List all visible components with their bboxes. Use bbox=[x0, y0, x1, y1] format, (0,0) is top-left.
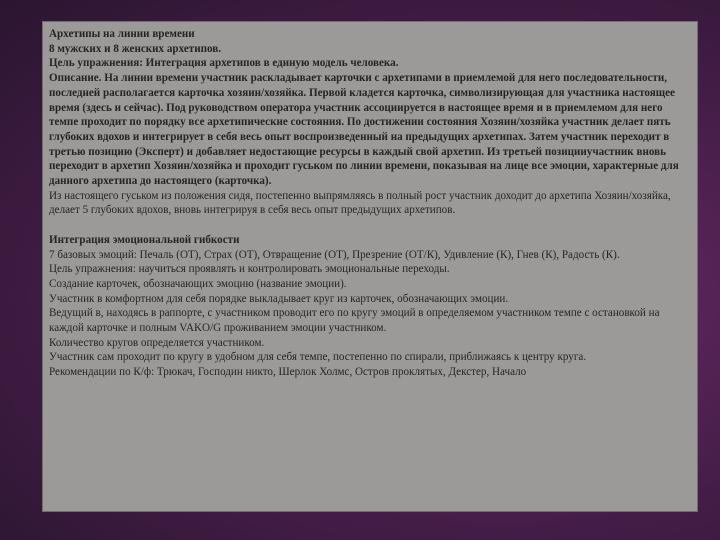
emotions-leader: Ведущий в, находясь в раппорте, с участником проводит его по кругу эмоций в определяемом участником темпе с остановкой на каждой карточке и полным VAKO/G проживанием эмоции участником. bbox=[49, 307, 660, 335]
emotions-circle: Участник в комфортном для себя порядке выкладывает круг из карточек, обозначающих эмоции. bbox=[49, 292, 509, 305]
archetypes-goal: Цель упражнения: Интеграция архетипов в единую модель человека. bbox=[49, 57, 399, 70]
emotions-title: Интеграция эмоциональной гибкости bbox=[49, 233, 240, 246]
emotions-spiral: Участник сам проходит по кругу в удобном для себя темпе, постепенно по спирали, приближаясь к центру круга. bbox=[49, 351, 587, 364]
archetypes-section bbox=[49, 27, 691, 218]
archetypes-description: Описание. На линии времени участник раскладывает карточки с архетипами в приемлемой для него последовательности, последней располагается карточка хозяин/хозяйка. Первой кладется карточка, символизирующая для участника настоящее время (здесь и сейчас). Под руководством оператора участник ассоциируется в настоящее время и в приемлемом для него темпе проходит по порядку все архетипические состояния. По достижении состояния Хозяин/хозяйка участник делает пять глубоких вдохов и интегрирует в себя весь опыт воспроизведенный на предыдущих архетипах. Затем участник переходит в третью позицию (Эксперт) и добавляет недостающие ресурсы в каждый свой архетип. Из третьей позицииучастник вновь переходит в архетип Хозяин/хозяйка и проходит гуськом по линии времени, показывая на лице все эмоции, характерные для данного архетипа до настоящего (карточка). bbox=[49, 72, 679, 188]
emotions-section bbox=[49, 233, 691, 380]
content-panel bbox=[42, 21, 698, 512]
emotions-cards: Создание карточек, обозначающих эмоцию (название эмоции). bbox=[49, 277, 347, 290]
emotions-count: Количество кругов определяется участником. bbox=[49, 336, 265, 349]
archetypes-subtitle: 8 мужских и 8 женских архетипов. bbox=[49, 42, 222, 55]
emotions-goal: Цель упражнения: научиться проявлять и контролировать эмоциональные переходы. bbox=[49, 263, 450, 276]
emotions-films: Рекомендации по К/ф: Трюкач, Господин никто, Шерлок Холмс, Остров проклятых, Декстер, Начало bbox=[49, 366, 527, 379]
archetypes-title: Архетипы на линии времени bbox=[49, 28, 195, 40]
section-spacer bbox=[49, 218, 691, 233]
emotions-list: 7 базовых эмоций: Печаль (ОТ), Страх (ОТ), Отвращение (ОТ), Презрение (ОТ/К), Удивление (К), Гнев (К), Радость (К). bbox=[49, 248, 620, 261]
archetypes-ending: Из настоящего гуськом из положения сидя, постепенно выпрямляясь в полный рост участник доходит до архетипа Хозяин/хозяйка, делает 5 глубоких вдохов, вновь интегрируя в себя весь опыт предыдущих архетипов. bbox=[49, 189, 671, 217]
